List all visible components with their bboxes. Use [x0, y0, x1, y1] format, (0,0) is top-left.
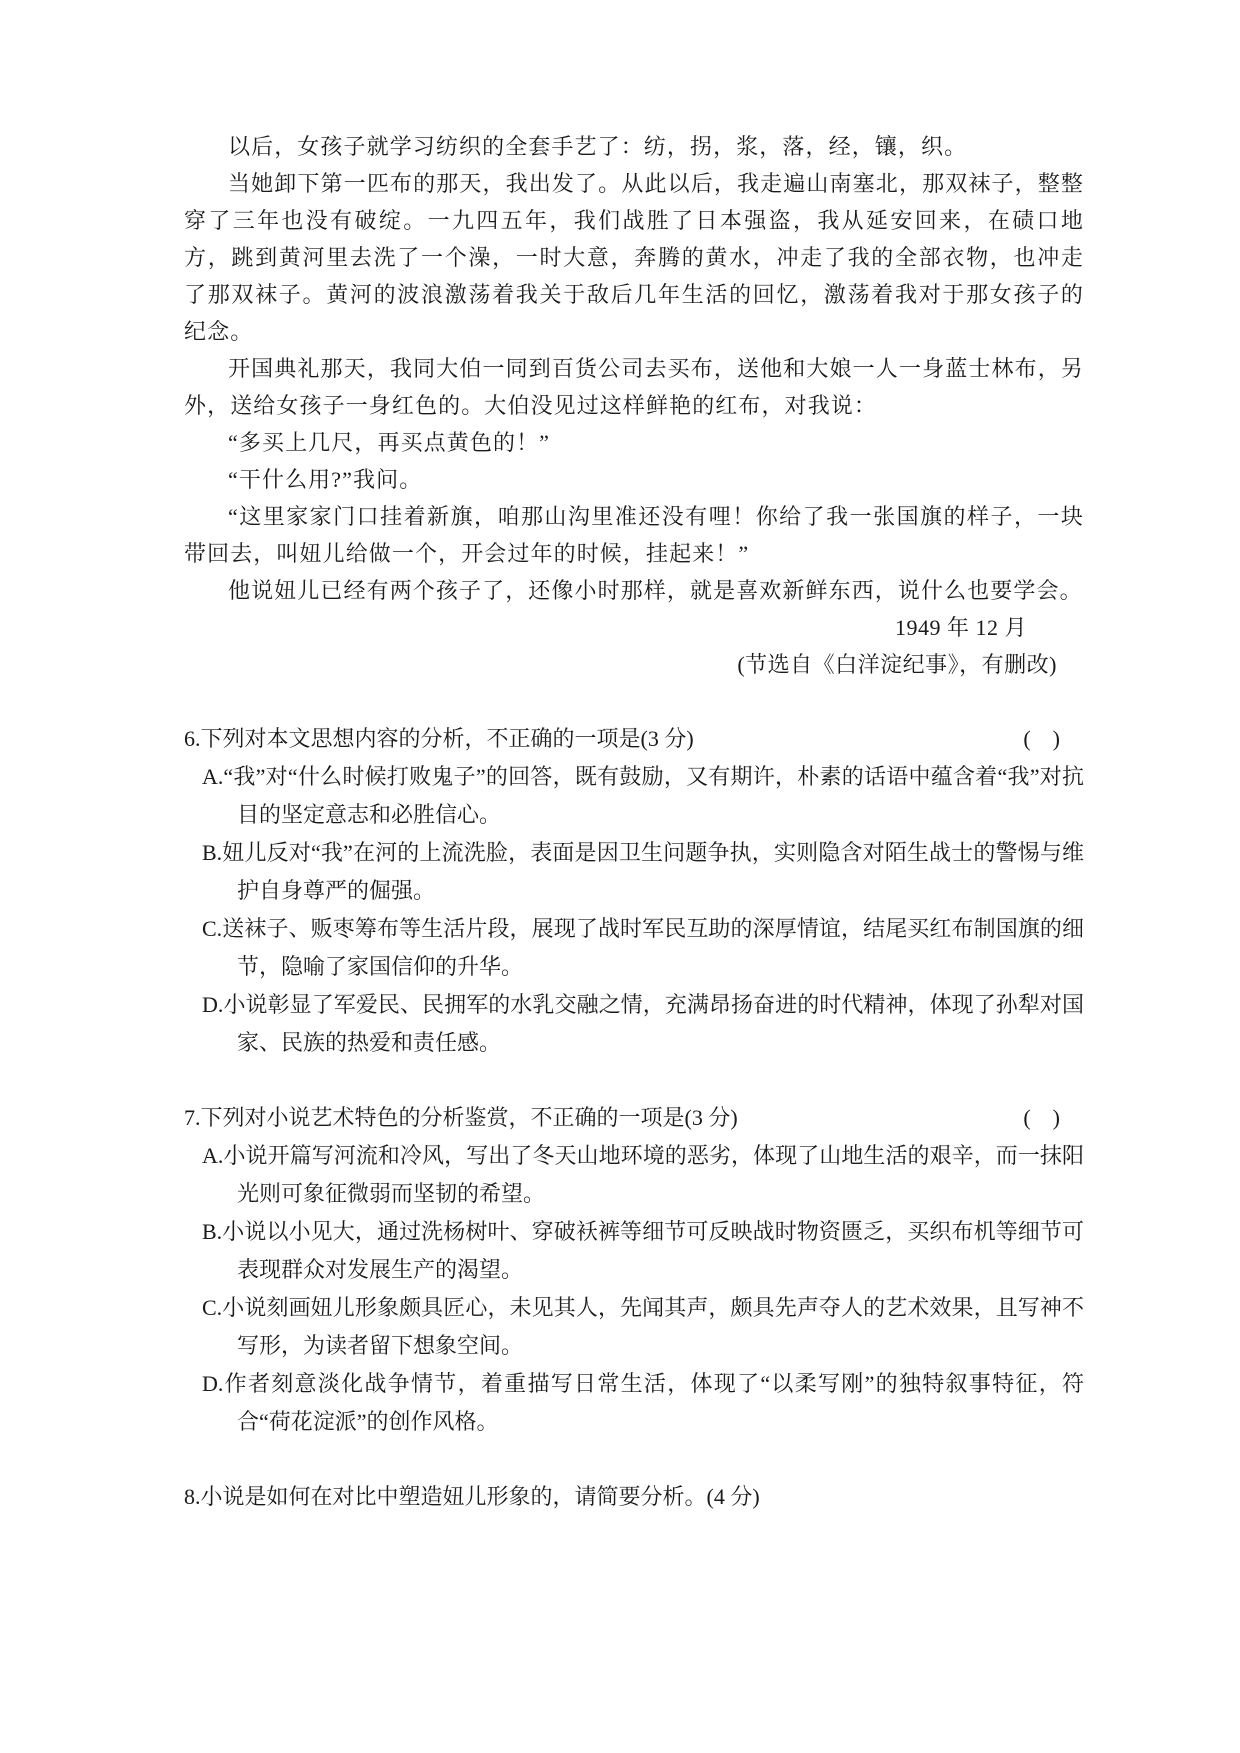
question-7-block: [184, 1099, 1084, 1441]
option-label: B.: [202, 840, 223, 865]
option-text: 送袜子、贩枣筹布等生活片段，展现了战时军民互助的深厚情谊，结尾买红布制国旗的细节，隐喻了家国信仰的升华。: [222, 916, 1084, 979]
question-7-stem-row: [184, 1099, 1084, 1137]
option-label: D.: [202, 992, 224, 1017]
option-text: 作者刻意淡化战争情节，着重描写日常生活，体现了“以柔写刚”的独特叙事特征，符合“荷花淀派”的创作风格。: [223, 1371, 1084, 1434]
question-7-option-b: [184, 1213, 1084, 1289]
question-number: 7.: [184, 1105, 201, 1130]
question-7-option-d: [184, 1365, 1084, 1441]
option-label: C.: [202, 1295, 223, 1320]
passage-paragraph: 当她卸下第一匹布的那天，我出发了。从此以后，我走遍山南塞北，那双袜子，整整穿了三年也没有破绽。一九四五年，我们战胜了日本强盗，我从延安回来，在碛口地方，跳到黄河里去洗了一个澡，一时大意，奔腾的黄水，冲走了我的全部衣物，也冲走了那双袜子。黄河的波浪激荡着我关于敌后几年生活的回忆，激荡着我对于那女孩子的纪念。: [184, 171, 1084, 344]
option-text: 小说以小见大，通过洗杨树叶、穿破袄裤等细节可反映战时物资匮乏，买织布机等细节可表现群众对发展生产的渴望。: [222, 1219, 1084, 1282]
passage-quote-paragraph: “多买上几尺，再买点黄色的！”: [228, 430, 551, 455]
passage-paragraph: 他说妞儿已经有两个孩子了，还像小时那样，就是喜欢新鲜东西，说什么也要学会。: [228, 578, 1083, 603]
passage-quote-paragraph: “干什么用?”我问。: [228, 467, 423, 492]
question-7-option-a: [184, 1137, 1084, 1213]
passage-paragraph: 开国典礼那天，我同大伯一同到百货公司去买布，送他和大娘一人一身蓝士林布，另外，送给女孩子一身红色的。大伯没见过这样鲜艳的红布，对我说：: [184, 356, 1084, 418]
question-number: 6.: [184, 726, 201, 751]
passage-paragraph: 以后，女孩子就学习纺织的全套手艺了：纺，拐，浆，落，经，镶，织。: [228, 134, 968, 159]
question-7-option-c: [184, 1289, 1084, 1365]
question-number: 8.: [184, 1484, 201, 1509]
option-text: 小说刻画妞儿形象颇具匠心，未见其人，先闻其声，颇具先声夺人的艺术效果，且写神不写形，为读者留下想象空间。: [222, 1295, 1084, 1358]
option-text: 小说彰显了军爱民、民拥军的水乳交融之情，充满昂扬奋进的时代精神，体现了孙犁对国家、民族的热爱和责任感。: [223, 992, 1084, 1055]
option-text: “我”对“什么时候打败鬼子”的回答，既有鼓励，又有期许，朴素的话语中蕴含着“我”对抗目的坚定意志和必胜信心。: [223, 764, 1084, 827]
question-6-stem-row: [184, 720, 1084, 758]
question-8-block: [184, 1478, 1084, 1516]
option-label: D.: [202, 1371, 224, 1396]
option-text: 妞儿反对“我”在河的上流洗脸，表面是因卫生问题争执，实则隐含对陌生战士的警惕与维护自身尊严的倔强。: [222, 840, 1084, 903]
option-text: 小说开篇写河流和冷风，写出了冬天山地环境的恶劣，体现了山地生活的艰辛，而一抹阳光则可象征微弱而坚韧的希望。: [223, 1143, 1084, 1206]
question-6-block: [184, 720, 1084, 1062]
question-6-option-b: [184, 834, 1084, 910]
passage-date: 1949 年 12 月: [894, 615, 1027, 640]
question-stem-text: 小说是如何在对比中塑造妞儿形象的，请简要分析。(4 分): [200, 1484, 760, 1509]
option-label: A.: [202, 1143, 224, 1168]
question-6-stem: [184, 720, 1023, 758]
question-6-option-c: [184, 910, 1084, 986]
question-stem-text: 下列对小说艺术特色的分析鉴赏，不正确的一项是(3 分): [200, 1105, 738, 1130]
passage-attribution: (节选自《白洋淀纪事》，有删改): [737, 652, 1057, 677]
question-6-option-d: [184, 986, 1084, 1062]
answer-bracket: ( ): [1023, 726, 1060, 751]
question-stem-text: 下列对本文思想内容的分析，不正确的一项是(3 分): [200, 726, 694, 751]
question-8-stem: [184, 1478, 1084, 1516]
reading-passage: [184, 128, 1084, 683]
question-7-stem: [184, 1099, 1023, 1137]
answer-bracket: ( ): [1023, 1105, 1060, 1130]
option-label: B.: [202, 1219, 223, 1244]
passage-quote-paragraph: “这里家家门口挂着新旗，咱那山沟里准还没有哩！你给了我一张国旗的样子，一块带回去，叫妞儿给做一个，开会过年的时候，挂起来！”: [184, 504, 1084, 566]
page-content: [184, 128, 1084, 1516]
option-label: A.: [202, 764, 224, 789]
option-label: C.: [202, 916, 223, 941]
question-6-option-a: [184, 758, 1084, 834]
